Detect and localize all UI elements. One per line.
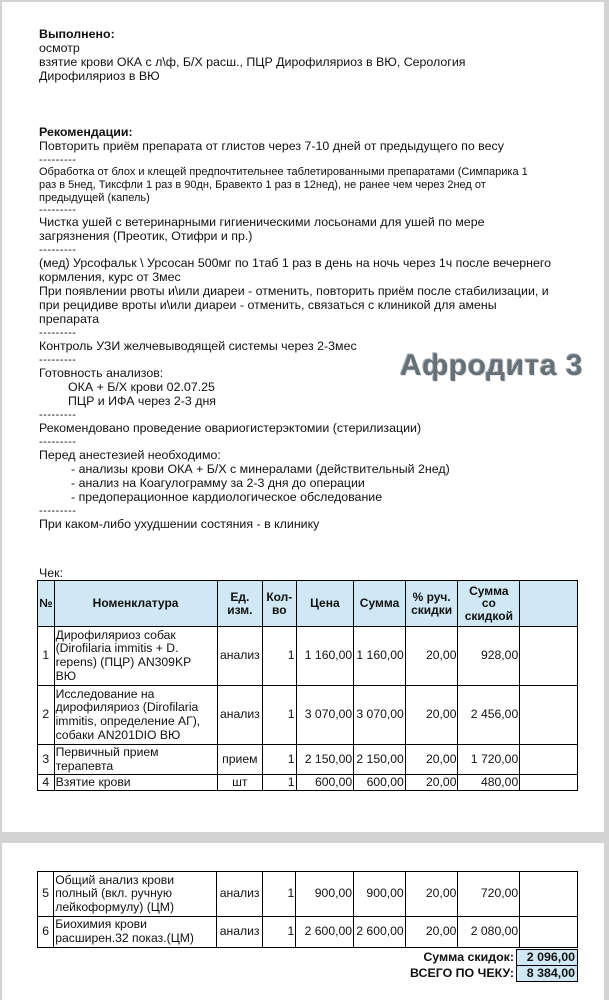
separator: --------- xyxy=(39,505,77,517)
cell-unit: прием xyxy=(217,745,263,775)
cell-name: Биохимия крови расширен.32 показ.(ЦМ) xyxy=(54,917,217,948)
rec-flea-line: раз в 5нед, Тиксфли 1 раз в 90дн, Бравекто 1 раз в 12нед), не ранее чем через 2нед от xyxy=(39,179,486,191)
done-line: осмотр xyxy=(39,41,80,55)
document-page-2 xyxy=(2,843,604,1000)
table-row xyxy=(38,917,578,948)
totals-row-grand xyxy=(408,966,577,982)
cell-qty: 1 xyxy=(263,686,296,745)
receipt-table-continued xyxy=(37,871,578,948)
cell-sum: 2 600,00 xyxy=(354,917,406,948)
cell-blank xyxy=(520,627,578,686)
cell-discount: 20,00 xyxy=(405,775,458,791)
cell-qty: 1 xyxy=(263,745,296,775)
cell-unit: анализ xyxy=(217,872,263,917)
cell-blank xyxy=(520,686,578,745)
rec-med-line: препарата xyxy=(39,312,100,326)
cell-sum-discounted: 1 720,00 xyxy=(458,745,520,775)
col-header-sum: Сумма xyxy=(354,581,406,627)
rec-anesthesia-item: - анализы крови ОКА + Б/Х с минералами (действительный 2нед) xyxy=(71,462,450,476)
table-row xyxy=(38,627,578,686)
rec-anesthesia-item: - анализ на Коагулограмму за 2-3 дня до операции xyxy=(71,476,365,490)
done-line: взятие крови ОКА с л\ф, Б/Х расш., ПЦР Дирофиляриоз в ВЮ, Серология xyxy=(39,55,466,69)
receipt-header-row xyxy=(38,581,578,627)
separator: --------- xyxy=(39,354,77,366)
rec-flea-line: предыдущей (капель) xyxy=(39,192,150,204)
cell-price: 2 600,00 xyxy=(296,917,354,948)
rec-ears-line: Чистка ушей с ветеринарными гигиеническими лосьонами для ушей по мере xyxy=(39,215,485,229)
cell-sum-discounted: 2 080,00 xyxy=(458,917,520,948)
cell-price: 600,00 xyxy=(296,775,354,791)
cell-qty: 1 xyxy=(263,627,296,686)
cell-name: Взятие крови xyxy=(54,775,217,791)
cell-blank xyxy=(520,775,578,791)
col-header-sum-discounted: Сумма со скидкой xyxy=(458,581,520,627)
done-line: Дирофиляриоз в ВЮ xyxy=(39,69,160,83)
grand-total-label: ВСЕГО ПО ЧЕКУ: xyxy=(410,966,514,980)
cell-blank xyxy=(520,872,578,917)
cell-discount: 20,00 xyxy=(405,686,458,745)
cell-price: 1 160,00 xyxy=(296,627,354,686)
cell-no: 6 xyxy=(38,917,54,948)
separator: --------- xyxy=(39,244,77,256)
cell-sum: 600,00 xyxy=(354,775,406,791)
col-header-blank xyxy=(520,581,578,627)
cell-unit: шт xyxy=(217,775,263,791)
separator: --------- xyxy=(39,154,77,166)
cell-discount: 20,00 xyxy=(405,627,458,686)
col-header-unit: Ед. изм. xyxy=(217,581,263,627)
col-header-price: Цена xyxy=(296,581,354,627)
cell-blank xyxy=(520,917,578,948)
cell-discount: 20,00 xyxy=(405,745,458,775)
cell-sum-discounted: 480,00 xyxy=(458,775,520,791)
rec-anesthesia-item: - предоперационное кардиологическое обследование xyxy=(71,490,383,504)
rec-flea-line: Обработка от блох и клещей предпочтительнее таблетированными препаратами (Симпарика 1 xyxy=(39,166,528,178)
rec-readiness-item: ПЦР и ИФА через 2-3 дня xyxy=(68,394,217,408)
rec-sterilization: Рекомендовано проведение овариогистерэктомии (стерилизации) xyxy=(39,421,422,435)
cell-sum: 2 150,00 xyxy=(354,745,406,775)
receipt-totals xyxy=(408,949,578,982)
rec-med-line: При появлении рвоты и\или диареи - отменить, повторить приём после стабилизации, и xyxy=(39,284,549,298)
cell-name: Первичный прием терапевта xyxy=(54,745,217,775)
table-row xyxy=(38,686,578,745)
cell-price: 3 070,00 xyxy=(296,686,354,745)
table-row xyxy=(38,775,578,791)
table-row xyxy=(38,872,578,917)
discount-total-value: 2 096,00 xyxy=(517,950,578,966)
done-title: Выполнено: xyxy=(39,27,115,41)
cell-sum: 1 160,00 xyxy=(354,627,406,686)
col-header-name: Номенклатура xyxy=(54,581,217,627)
discount-total-label: Сумма скидок: xyxy=(423,950,514,964)
col-header-qty: Кол- во xyxy=(263,581,296,627)
cell-price: 900,00 xyxy=(296,872,354,917)
cell-unit: анализ xyxy=(217,627,263,686)
cell-no: 4 xyxy=(38,775,55,791)
table-row xyxy=(38,745,578,775)
cell-no: 3 xyxy=(38,745,55,775)
rec-deworm: Повторить приём препарата от глистов через 7-10 дней от предыдущего по весу xyxy=(39,139,504,153)
rec-ears-line: загрязнения (Преотик, Отифри и пр.) xyxy=(39,229,253,243)
cell-sum-discounted: 928,00 xyxy=(458,627,520,686)
rec-ultrasound: Контроль УЗИ желчевыводящей системы через 2-3мес xyxy=(39,339,357,353)
rec-readiness-title: Готовность анализов: xyxy=(39,366,164,380)
rec-worsening: При каком-либо ухудшении состяния - в клинику xyxy=(39,517,320,531)
document-page-1 xyxy=(2,2,604,832)
receipt-label: Чек: xyxy=(39,566,64,580)
cell-qty: 1 xyxy=(262,872,295,917)
cell-price: 2 150,00 xyxy=(296,745,354,775)
separator: --------- xyxy=(39,409,77,421)
rec-med-line: кормления, курс от 3мес xyxy=(39,270,181,284)
rec-med-line: (мед) Урсофальк \ Урсосан 500мг по 1таб 1 раз в день на ночь через 1ч после вечернего xyxy=(39,256,552,270)
receipt-table xyxy=(37,580,578,791)
watermark-logo: Афродита 3 xyxy=(400,349,584,382)
cell-unit: анализ xyxy=(217,686,263,745)
cell-name: Дирофиляриоз собак (Dirofilaria immitis + D. repens) (ПЦР) AN309KP ВЮ xyxy=(54,627,217,686)
cell-sum-discounted: 2 456,00 xyxy=(458,686,520,745)
grand-total-value: 8 384,00 xyxy=(517,966,578,982)
cell-sum-discounted: 720,00 xyxy=(458,872,520,917)
col-header-discount: % руч. скидки xyxy=(405,581,458,627)
cell-name: Общий анализ крови полный (вкл. ручную лейкоформулу) (ЦМ) xyxy=(54,872,217,917)
cell-sum: 3 070,00 xyxy=(354,686,406,745)
separator: --------- xyxy=(39,327,77,339)
rec-anesthesia-title: Перед анестезией необходимо: xyxy=(39,448,221,462)
totals-row-discount xyxy=(408,950,577,966)
cell-discount: 20,00 xyxy=(405,872,458,917)
cell-no: 2 xyxy=(38,686,55,745)
rec-med-line: при рецидиве вроты и\или диареи - отменить, связаться с клиникой для амены xyxy=(39,298,497,312)
cell-blank xyxy=(520,745,578,775)
cell-qty: 1 xyxy=(263,775,296,791)
recommendations-title: Рекомендации: xyxy=(39,125,133,139)
separator: --------- xyxy=(39,204,77,216)
cell-sum: 900,00 xyxy=(354,872,406,917)
cell-unit: анализ xyxy=(217,917,263,948)
cell-no: 5 xyxy=(38,872,54,917)
col-header-no: № xyxy=(38,581,55,627)
cell-qty: 1 xyxy=(262,917,295,948)
cell-name: Исследование на дирофиляриоз (Dirofilaria immitis, определение АГ), собаки AN201DIO ВЮ xyxy=(54,686,217,745)
cell-discount: 20,00 xyxy=(405,917,458,948)
rec-readiness-item: ОКА + Б/Х крови 02.07.25 xyxy=(68,380,215,394)
separator: --------- xyxy=(39,436,77,448)
cell-no: 1 xyxy=(38,627,55,686)
